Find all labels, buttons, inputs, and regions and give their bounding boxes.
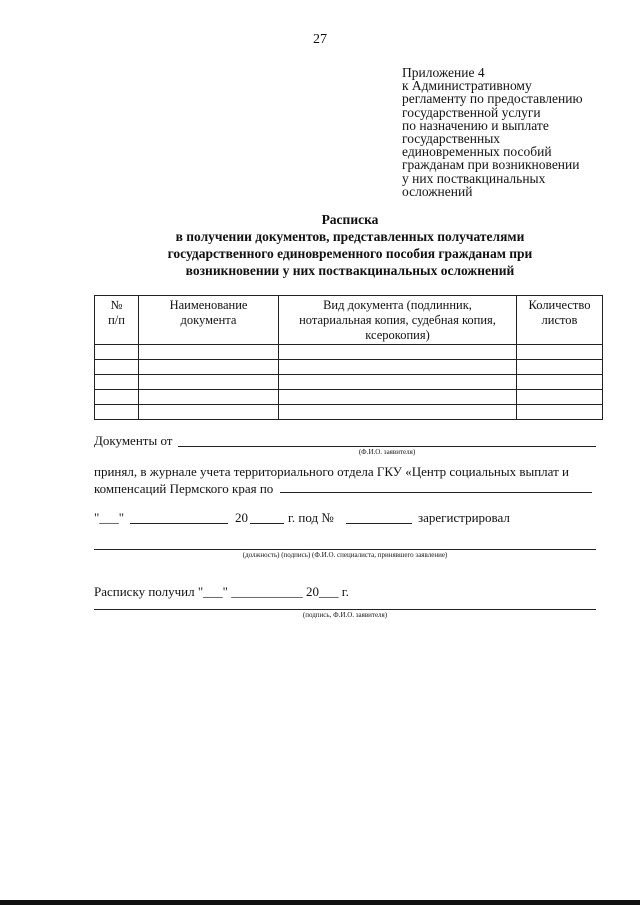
documents-table — [94, 295, 603, 420]
registration-number-line[interactable] — [346, 523, 412, 524]
table-header-row — [95, 296, 603, 345]
table-row — [95, 360, 603, 375]
appendix-note — [402, 66, 638, 198]
applicant-name-line[interactable] — [178, 446, 596, 447]
header-number: № п/п — [95, 296, 139, 345]
header-document-name: Наименование документа — [139, 296, 279, 345]
accepted-text-line1: принял, в журнале учета территориального отдела ГКУ «Центр социальных выплат и — [94, 464, 569, 479]
appendix-line: к Административному — [402, 78, 532, 94]
year-line[interactable] — [250, 523, 284, 524]
documents-from-label: Документы от — [94, 433, 173, 448]
signature-hint: (подпись, Ф.И.О. заявителя) — [302, 611, 388, 619]
table-row — [95, 345, 603, 360]
applicant-signature-line[interactable] — [94, 609, 596, 610]
registration-by-line[interactable] — [280, 492, 592, 493]
date-day: "___" — [94, 510, 125, 525]
appendix-line: единовременных пособий — [402, 144, 552, 160]
year-prefix: 20 — [235, 510, 248, 525]
specialist-signature-line[interactable] — [94, 549, 596, 550]
registered-label: зарегистрировал — [418, 510, 510, 525]
title-line: возникновении у них поствакцинальных осложнений — [185, 263, 515, 278]
appendix-line: по назначению и выплате — [402, 117, 549, 133]
appendix-line: государственной услуги — [402, 104, 541, 120]
under-number-label: г. под № — [288, 510, 334, 525]
header-document-type: Вид документа (подлинник, нотариальная копия, судебная копия, ксерокопия) — [279, 296, 517, 345]
table-row — [95, 375, 603, 390]
table-row — [95, 390, 603, 405]
appendix-line: у них поствакцинальных — [402, 170, 546, 186]
title-heading: Расписка — [321, 212, 379, 227]
accepted-text-line2: компенсаций Пермского края по — [94, 481, 274, 496]
appendix-line: осложнений — [402, 183, 473, 199]
header-sheet-count: Количество листов — [517, 296, 603, 345]
appendix-line: Приложение 4 — [402, 65, 485, 80]
page-number: 27 — [313, 32, 327, 47]
document-title — [70, 211, 630, 279]
title-line: государственного единовременного пособия гражданам при — [167, 246, 533, 261]
applicant-hint: (Ф.И.О. заявителя) — [358, 448, 416, 456]
page-bottom-edge — [0, 900, 640, 905]
date-month-line[interactable] — [130, 523, 228, 524]
appendix-line: гражданам при возникновении — [402, 157, 580, 173]
title-line: в получении документов, представленных получателями — [175, 229, 525, 244]
receipt-received-text: Расписку получил "___" ___________ 20___ г. — [94, 584, 349, 599]
appendix-line: регламенту по предоставлению — [402, 91, 583, 107]
appendix-line: государственных — [402, 131, 501, 147]
specialist-hint: (должность) (подпись) (Ф.И.О. специалиста, принявшего заявление) — [242, 551, 448, 559]
table-row — [95, 405, 603, 420]
